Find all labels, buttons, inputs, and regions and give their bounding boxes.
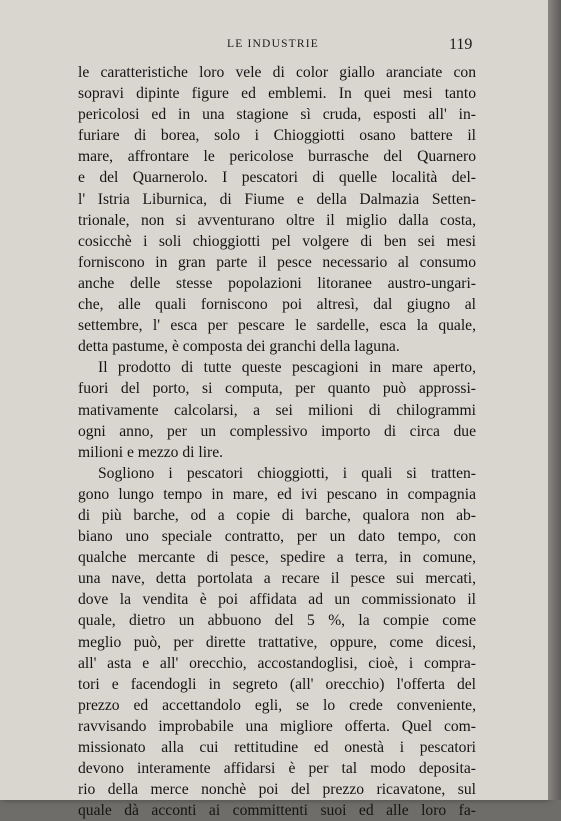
text-line: settembre, l' esca per pescare le sardelle, esca la quale, (78, 317, 476, 335)
page-number: 119 (449, 36, 473, 53)
text-line: pericolosi ed in una stagione sì cruda, esposti all' in- (78, 106, 476, 124)
text-line: gono lungo tempo in mare, ed ivi pescano in compagnia (78, 485, 476, 503)
text-line: prezzo ed accettandolo egli, se lo crede conveniente, (78, 696, 476, 714)
text-line: ravvisando improbabile una migliore offerta. Quel com- (78, 717, 476, 735)
text-line: dove la vendita è poi affidata ad un commissionato il (78, 591, 476, 609)
text-line: e del Quarnerolo. I pescatori di quelle località del- (78, 169, 476, 187)
text-line: quale, dietro un abbuono del 5 %, la compie come (78, 612, 476, 630)
text-line: una nave, detta portolata a recare il pesce sui mercati, (78, 570, 476, 588)
paragraph-end-line: detta pastume, è composta dei granchi della laguna. (78, 338, 400, 356)
paragraph-start-line: Il prodotto di tutte queste pescagioni in mare aperto, (98, 359, 476, 377)
text-line: trionale, non si avventurano oltre il miglio dalla costa, (78, 211, 476, 229)
text-line: che, alle quali forniscono poi altresì, dal giugno al (78, 296, 476, 314)
text-line: sopravi dipinte figure ed emblemi. In quei mesi tanto (78, 85, 476, 103)
text-line: qualche mercante di pesce, spedire a terra, in comune, (78, 549, 476, 567)
text-line: di più barche, od a copie di barche, qualora non ab- (78, 506, 476, 524)
text-line: ogni anno, per un complessivo importo di circa due (78, 422, 476, 440)
text-line: quale dà acconti ai committenti suoi ed alle loro fa- (78, 802, 476, 820)
page-edge (548, 0, 561, 800)
text-line: missionato alla cui rettitudine ed onestà i pescatori (78, 739, 476, 756)
running-title: LE INDUSTRIE (227, 38, 320, 50)
text-line: fuori del porto, si computa, per quanto può approssi- (78, 380, 476, 398)
text-line: meglio può, per dirette trattative, oppure, come dicesi, (78, 633, 476, 651)
text-line: mare, affrontare le pericolose burrasche del Quarnero (78, 148, 476, 166)
text-line: cosicchè i soli chioggiotti pel volgere di ben sei mesi (78, 232, 476, 250)
text-line: devono interamente affidarsi è per tal modo deposita- (78, 760, 476, 778)
text-line: l' Istria Liburnica, di Fiume e della Dalmazia Setten- (78, 190, 476, 208)
text-line: biano uno speciale contratto, per un dato tempo, con (78, 528, 476, 546)
text-line: rio della merce nonchè poi del prezzo ricavatone, sul (78, 781, 476, 799)
text-line: anche delle stesse popolazioni litoranee austro-ungari- (78, 274, 476, 292)
page-header (0, 36, 548, 56)
paragraph-end-line: milioni e mezzo di lire. (78, 443, 224, 461)
text-line: mativamente calcolarsi, a sei milioni di chilogrammi (78, 401, 476, 419)
body-text (78, 62, 476, 821)
paragraph-start-line: Sogliono i pescatori chioggiotti, i quali si tratten- (98, 464, 476, 482)
text-line: tori e facendogli in segreto (all' orecchio) l'offerta del (78, 675, 476, 693)
text-line: furiare di borea, solo i Chioggiotti osano battere il (78, 127, 476, 145)
text-line: forniscono in gran parte il pesce necessario al consumo (78, 253, 476, 271)
text-line: le caratteristiche loro vele di color giallo aranciate con (78, 64, 476, 81)
text-line: all' asta e all' orecchio, accostandoglisi, cioè, i compra- (78, 654, 476, 672)
